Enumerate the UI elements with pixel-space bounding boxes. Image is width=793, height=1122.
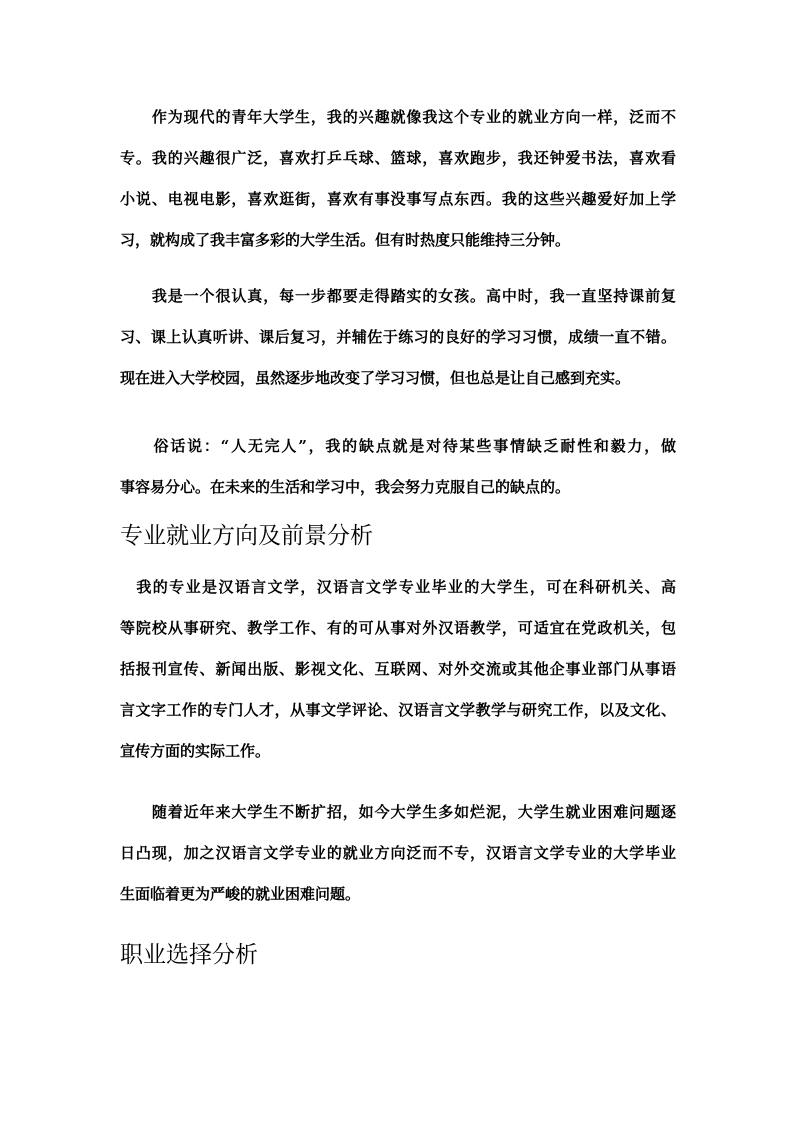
paragraph-line: 习，就构成了我丰富多彩的大学生活。但有时热度只能维持三分钟。 [120,231,571,249]
paragraph-line: 小说、电视电影，喜欢逛街，喜欢有事没事写点东西。我的这些兴趣爱好加上学 [120,190,676,208]
paragraph-major [120,567,676,772]
paragraph-line: 现在进入大学校园，虽然逐步地改变了学习习惯，但也总是让自己感到充实。 [120,369,631,387]
paragraph-line: 习、课上认真听讲、课后复习，并辅佐于练习的良好的学习习惯，成绩一直不错。 [120,328,676,346]
paragraph-job-market [120,792,676,915]
paragraph-line: 等院校从事研究、教学工作、有的可从事对外汉语教学，可适宜在党政机关，包 [120,619,676,637]
paragraph-line: 我是一个很认真，每一步都要走得踏实的女孩。高中时，我一直坚持课前复 [120,287,676,305]
paragraph-line: 生面临着更为严峻的就业困难问题。 [120,885,361,903]
paragraph-line: 随着近年来大学生不断扩招，如今大学生多如烂泥，大学生就业困难问题逐 [120,803,676,821]
paragraph-personality [120,276,676,399]
section-heading-career-choice: 职业选择分析 [120,942,258,968]
paragraph-line: 专。我的兴趣很广泛，喜欢打乒乓球、篮球，喜欢跑步，我还钟爱书法，喜欢看 [120,149,676,167]
section-heading-employment-outlook: 专业就业方向及前景分析 [120,523,373,549]
paragraph-line: 宣传方面的实际工作。 [120,742,271,760]
paragraph-line: 作为现代的青年大学生，我的兴趣就像我这个专业的就业方向一样，泛而不 [120,108,676,126]
paragraph-line: 括报刊宣传、新闻出版、影视文化、互联网、对外交流或其他企事业部门从事语 [120,660,676,678]
paragraph-weakness [120,426,676,508]
paragraph-line: 我的专业是汉语言文学，汉语言文学专业毕业的大学生，可在科研机关、高 [120,578,676,596]
paragraph-line: 日凸现，加之汉语言文学专业的就业方向泛而不专，汉语言文学专业的大学毕业 [120,844,676,862]
paragraph-interests [120,97,676,261]
paragraph-line: 言文字工作的专门人才，从事文学评论、汉语言文学教学与研究工作，以及文化、 [120,701,676,719]
paragraph-line: 事容易分心。在未来的生活和学习中，我会努力克服自己的缺点的。 [120,478,571,496]
paragraph-line: 俗话说：“人无完人”，我的缺点就是对待某些事情缺乏耐性和毅力，做 [120,437,676,455]
